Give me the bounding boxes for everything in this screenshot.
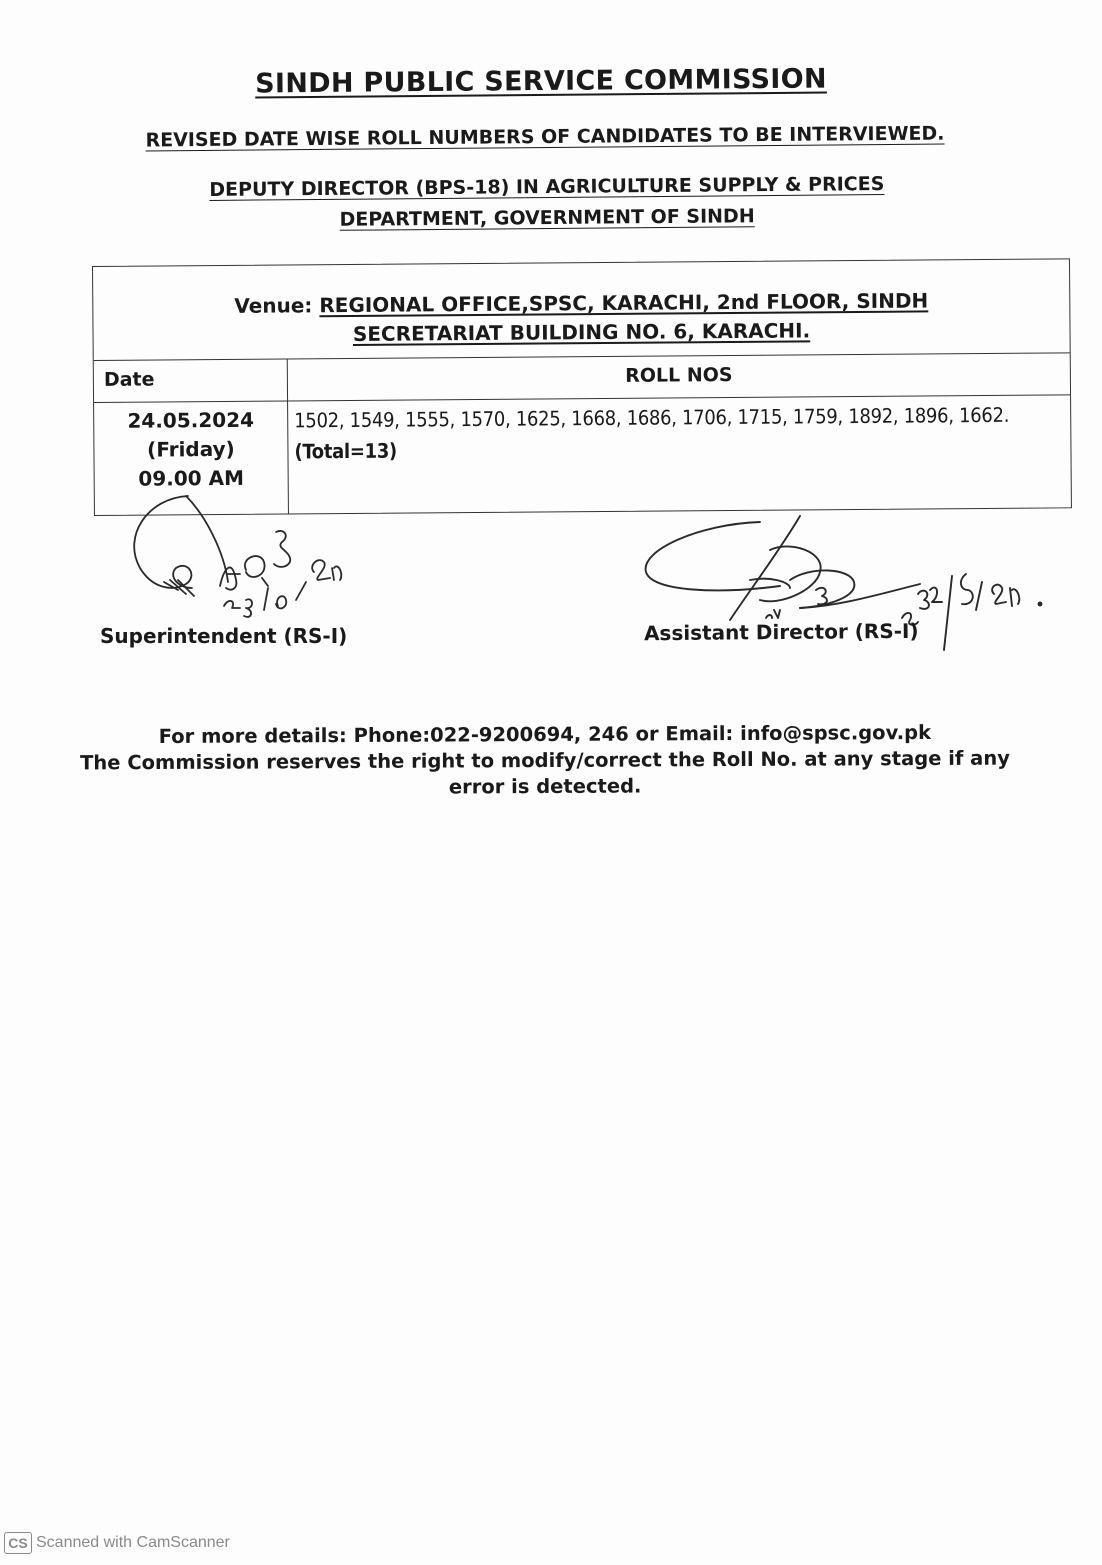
date-column-header: Date	[94, 359, 288, 403]
document-title: SINDH PUBLIC SERVICE COMMISSION	[255, 63, 827, 100]
contact-details: For more details: Phone:022-9200694, 246 or Email: info@spsc.gov.pk	[158, 720, 932, 749]
interview-date: 24.05.2024	[127, 407, 255, 433]
roll-total: (Total=13)	[294, 438, 398, 464]
document-subtitle: REVISED DATE WISE ROLL NUMBERS OF CANDIDATES TO BE INTERVIEWED.	[145, 122, 945, 152]
notice-line2: error is detected.	[448, 774, 642, 799]
notice-line1: The Commission reserves the right to modify/correct the Roll No. at any stage if any	[80, 746, 1010, 775]
roll-numbers-cell	[288, 395, 1071, 513]
footer-contact	[0, 719, 1096, 803]
post-heading-line2: DEPARTMENT, GOVERNMENT OF SINDH	[339, 205, 755, 231]
interview-day: (Friday)	[147, 436, 235, 462]
roll-column-header: ROLL NOS	[288, 353, 1070, 401]
superintendent-title: Superintendent (RS-I)	[100, 624, 348, 648]
interview-schedule-table	[92, 258, 1072, 516]
roll-numbers-list: 1502, 1549, 1555, 1570, 1625, 1668, 1686, 1706, 1715, 1759, 1892, 1896, 1662.	[294, 402, 1010, 433]
date-cell	[94, 401, 289, 515]
interview-time: 09.00 AM	[138, 465, 245, 491]
camscanner-logo-icon: CS	[4, 1532, 32, 1554]
venue-row	[93, 259, 1070, 361]
camscanner-watermark	[4, 1532, 230, 1554]
assistant-director-title: Assistant Director (RS-I)	[643, 618, 919, 646]
venue-address-line1: REGIONAL OFFICE,SPSC, KARACHI, 2nd FLOOR, SINDH	[319, 288, 929, 318]
venue-address-line2: SECRETARIAT BUILDING NO. 6, KARACHI.	[352, 318, 811, 346]
camscanner-text: Scanned with CamScanner	[36, 1534, 230, 1551]
venue-label: Venue:	[234, 293, 313, 318]
post-heading	[0, 167, 1098, 239]
post-heading-line1: DEPUTY DIRECTOR (BPS-18) IN AGRICULTURE SUPPLY & PRICES	[209, 173, 885, 201]
